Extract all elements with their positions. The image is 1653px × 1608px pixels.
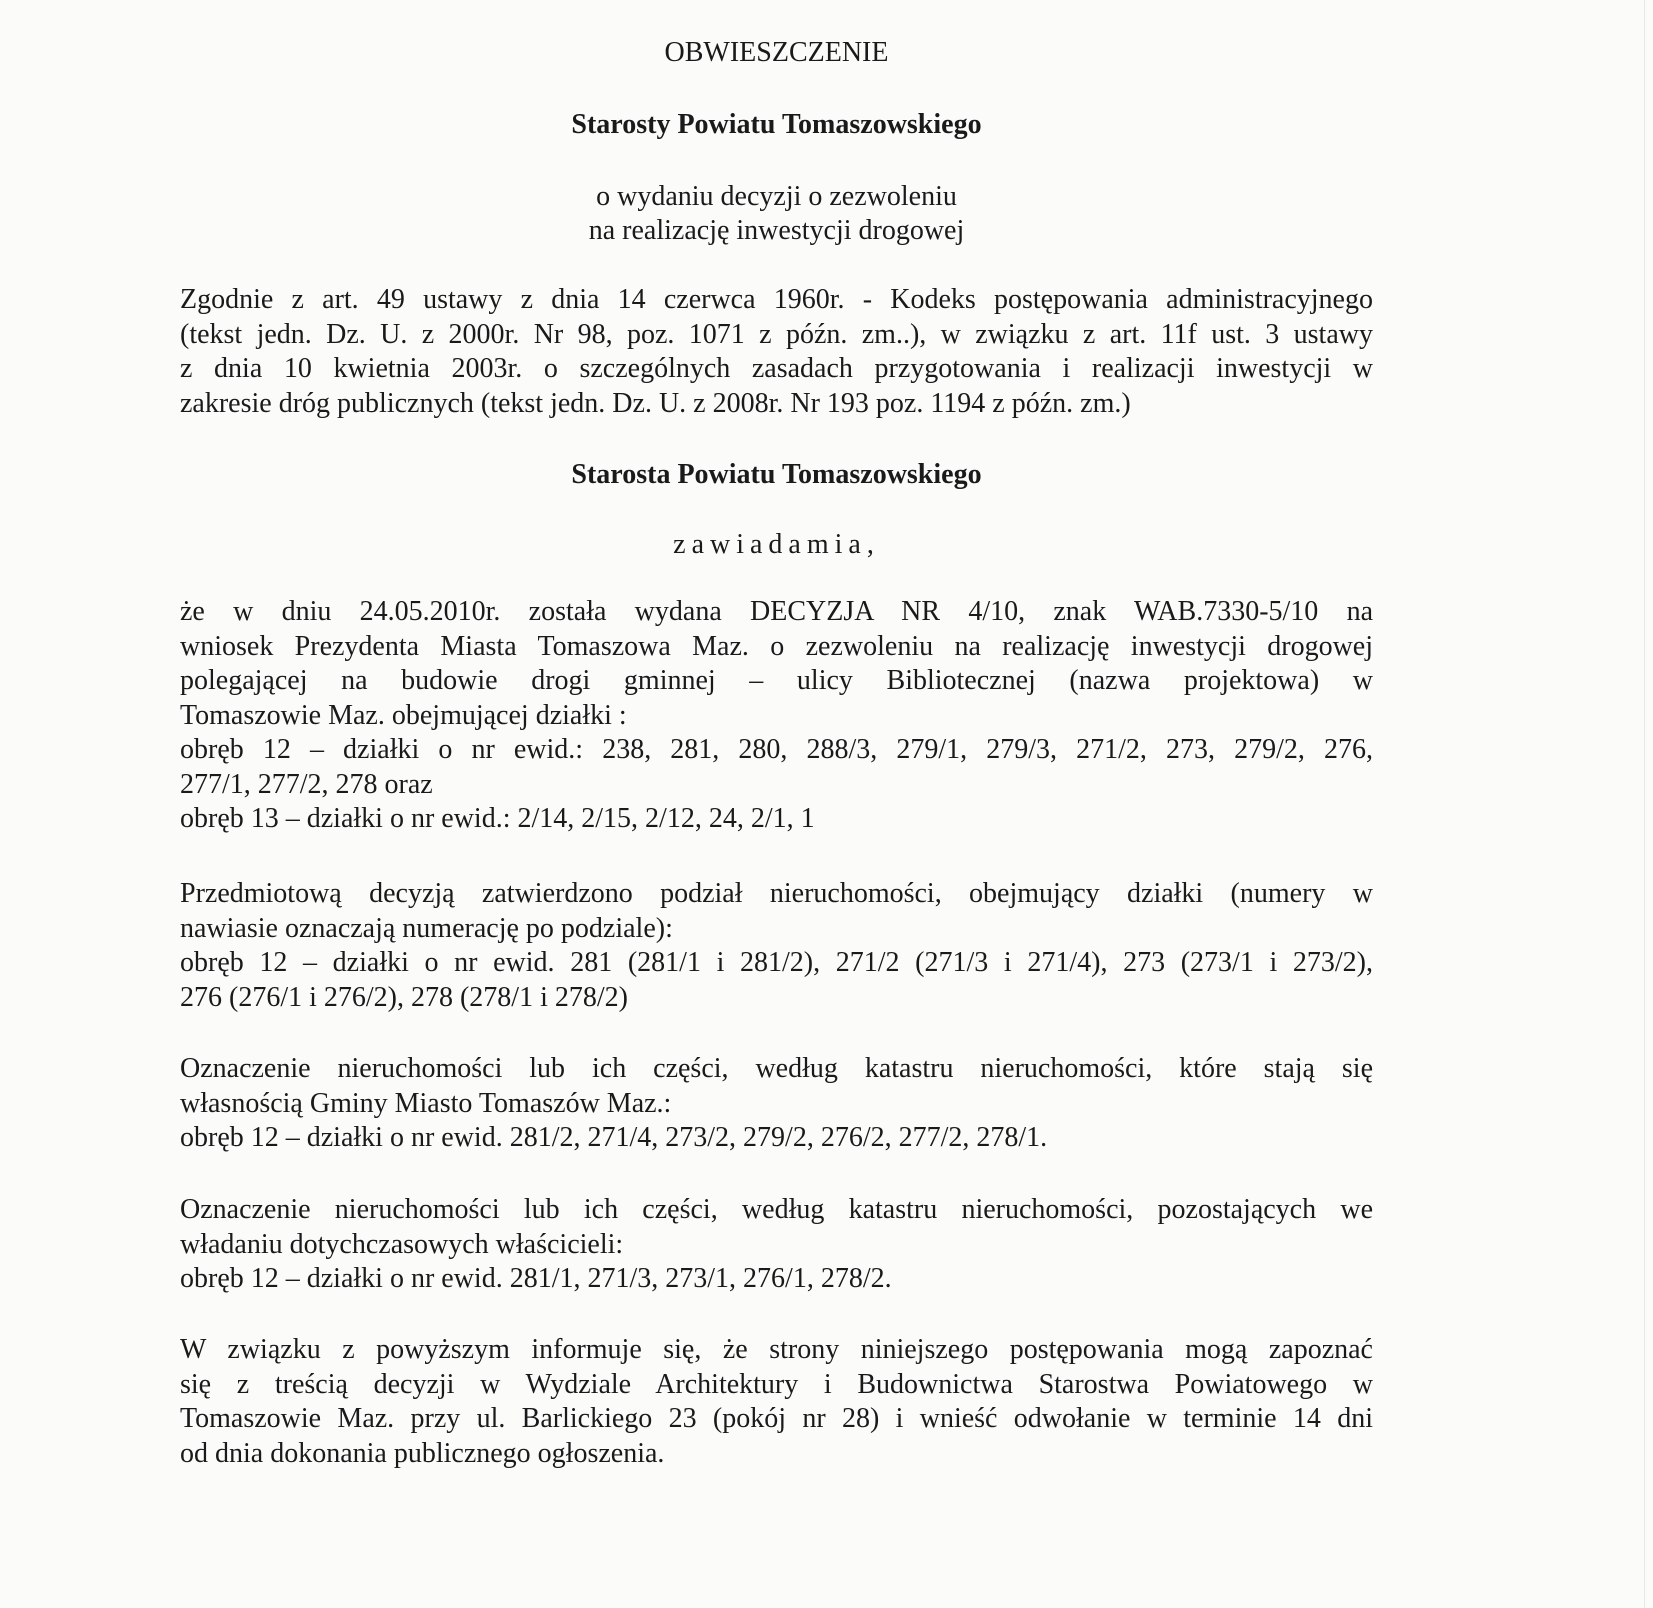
municipal-property-paragraph <box>180 1052 1373 1156</box>
division-paragraph <box>180 877 1373 1015</box>
decision-paragraph <box>180 595 1373 837</box>
closing-paragraph <box>180 1333 1373 1471</box>
paragraph-line: obręb 12 – działki o nr ewid. 281/1, 271/3, 273/1, 276/1, 278/2. <box>180 1263 892 1294</box>
paragraph-line: polegającej na budowie drogi gminnej – ulicy Bibliotecznej (nazwa projektowa) w <box>180 665 1373 696</box>
remaining-property-paragraph <box>180 1193 1373 1297</box>
issuer-heading: Starosty Powiatu Tomaszowskiego <box>571 109 982 140</box>
paragraph-line: (tekst jedn. Dz. U. z 2000r. Nr 98, poz. 1071 z późn. zm..), w związku z art. 11f ust. 3 ustawy <box>180 318 1373 350</box>
paragraph-line: obręb 13 – działki o nr ewid.: 2/14, 2/15, 2/12, 24, 2/1, 1 <box>180 803 815 834</box>
paragraph-line: Zgodnie z art. 49 ustawy z dnia 14 czerwca 1960r. - Kodeks postępowania administracyjnego <box>180 284 1373 315</box>
paragraph-line: własnością Gminy Miasto Tomaszów Maz.: <box>180 1087 672 1119</box>
paragraph-line: obręb 12 – działki o nr ewid. 281 (281/1 i 281/2), 271/2 (271/3 i 271/4), 273 (273/1 i 273/2), <box>180 947 1373 978</box>
paragraph-line: W związku z powyższym informuje się, że strony niniejszego postępowania mogą zapoznać <box>180 1334 1373 1365</box>
subject-line-1: o wydaniu decyzji o zezwoleniu <box>596 181 957 212</box>
paragraph-line: obręb 12 – działki o nr ewid. 281/2, 271/4, 273/2, 279/2, 276/2, 277/2, 278/1. <box>180 1122 1048 1153</box>
paragraph-line: że w dniu 24.05.2010r. została wydana DECYZJA NR 4/10, znak WAB.7330-5/10 na <box>180 596 1373 627</box>
paragraph-line: 276 (276/1 i 276/2), 278 (278/1 i 278/2) <box>180 981 628 1013</box>
paragraph-line: obręb 12 – działki o nr ewid.: 238, 281, 280, 288/3, 279/1, 279/3, 271/2, 273, 279/2, 276, <box>180 734 1373 765</box>
paragraph-line: zakresie dróg publicznych (tekst jedn. Dz. U. z 2008r. Nr 193 poz. 1194 z późn. zm.) <box>180 387 1131 419</box>
paragraph-line: wniosek Prezydenta Miasta Tomaszowa Maz. o zezwoleniu na realizację inwestycji drogowej <box>180 630 1373 662</box>
paragraph-line: 277/1, 277/2, 278 oraz <box>180 768 433 800</box>
paragraph-line: Oznaczenie nieruchomości lub ich części, według katastru nieruchomości, które stają się <box>180 1053 1373 1084</box>
authority-heading: Starosta Powiatu Tomaszowskiego <box>571 459 982 490</box>
paragraph-line: się z treścią decyzji w Wydziale Architektury i Budownictwa Starostwa Powiatowego w <box>180 1368 1373 1400</box>
paragraph-line: władaniu dotychczasowych właścicieli: <box>180 1228 624 1260</box>
paragraph-line: Tomaszowie Maz. przy ul. Barlickiego 23 (pokój nr 28) i wnieść odwołanie w terminie 14 dni <box>180 1403 1373 1434</box>
document-title: OBWIESZCZENIE <box>664 37 889 68</box>
scan-edge-line <box>1644 0 1645 1608</box>
subject-line-2: na realizację inwestycji drogowej <box>588 215 965 246</box>
paragraph-line: z dnia 10 kwietnia 2003r. o szczególnych zasadach przygotowania i realizacji inwestycji w <box>180 353 1373 384</box>
paragraph-line: nawiasie oznaczają numerację po podziale): <box>180 912 673 944</box>
paragraph-line: Oznaczenie nieruchomości lub ich części, według katastru nieruchomości, pozostających we <box>180 1194 1373 1225</box>
paragraph-line: od dnia dokonania publicznego ogłoszenia. <box>180 1437 665 1469</box>
legal-basis-paragraph <box>180 283 1373 421</box>
paragraph-line: Tomaszowie Maz. obejmującej działki : <box>180 699 627 731</box>
notifies-heading: zawiadamia, <box>673 529 880 560</box>
paragraph-line: Przedmiotową decyzją zatwierdzono podział nieruchomości, obejmujący działki (numery w <box>180 878 1373 909</box>
